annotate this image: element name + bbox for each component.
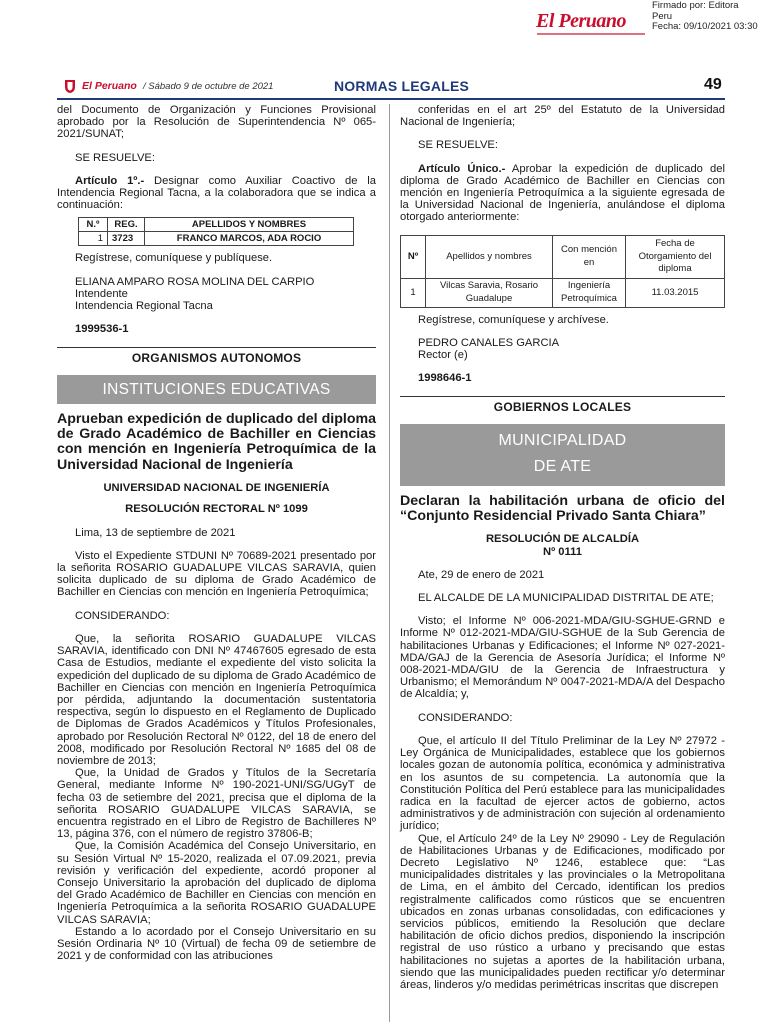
table-row [401,278,725,307]
table-header-row [79,218,354,232]
section-organismos: ORGANISMOS AUTONOMOS [57,347,376,368]
digital-signature [652,1,768,33]
institution-name: UNIVERSIDAD NACIONAL DE INGENIERÍA [103,482,330,495]
header-brand: El Peruano [82,80,137,92]
signer-role: Rector (e) [418,349,468,362]
signer-role: Intendente [75,287,128,300]
signature-line: Firmado por: Editora [652,0,739,11]
paragraph: Estando a lo acordado por el Consejo Universitario en su Sesión Ordinaria Nº 10 (Virtual) de fecha 09 de setiembre de 2021 y de conformidad con las atribuciones [57,925,376,963]
table-header-row [401,235,725,278]
considerando: CONSIDERANDO: [418,711,513,724]
article-text: Designar como Auxiliar Coactivo de la Intendencia Regional Tacna, a la colaboradora que se indica a continuación: [57,174,376,212]
considerando: CONSIDERANDO: [75,609,170,622]
band-line: MUNICIPALIDAD [498,431,627,449]
section-band-instituciones: INSTITUCIONES EDUCATIVAS [57,375,376,404]
section-band-municipalidad [400,424,725,486]
logo-underline [537,33,645,35]
resolution-title: RESOLUCIÓN DE ALCALDÍA [485,533,640,546]
header-divider [57,98,725,100]
paragraph: Que, el artículo II del Título Preliminar de la Ley Nº 27972 - Ley Orgánica de Municipalidades, establece que los gobiernos locales gozan de autonomía política, económica y administrativa en los asuntos de su competencia. La autonomía que la Constitución Política del Perú establece para las municipalidades radica en la facultad de ejercer actos de gobierno, actos administrativos y de administración con sujeción al ordenamiento jurídico; [400,734,725,833]
publication-code: 1998646-1 [418,372,472,385]
paragraph: Que, la señorita ROSARIO GUADALUPE VILCAS SARAVIA, identificado con DNI Nº 47467605 egresado de esta Casa de Estudios, mediante el expediente del visto solicita la expedición del duplicado de su diploma de Grado Académico de Bachiller en Ciencias con mención en Ingeniería Petroquímica por pérdida, adjuntando la documentación sustentatoria respectiva, según lo dispuesto en el Reglamento de Duplicado de Diplomas de Grados Académicos y Títulos Profesionales, aprobado por Resolución Rectoral Nº 0122, del 18 de enero del 2008, modificado por Resolución Rectoral Nº 1685 del 08 de noviembre de 2013; [57,632,376,767]
coat-of-arms-icon [62,78,78,94]
table-cell: FRANCO MARCOS, ADA ROCIO [145,232,354,246]
signer-name: ELIANA AMPARO ROSA MOLINA DEL CARPIO [75,275,315,288]
table-cell: 1 [79,232,108,246]
resolution-number: Nº 0111 [543,545,582,558]
paragraph: Que, la Unidad de Grados y Títulos de la Secretaría General, mediante Informe Nº 190-2021-UNI/SG/UGyT de fecha 03 de setiembre del 2021, precisa que el diploma de la señorita ROSARIO GUADALUPE VILCAS SARAVIA, se encuentra registrado en el Libro de Registro de Bachilleres Nº 13, página 376, con el número de registro 37806-B; [57,767,376,841]
visto: Visto; el Informe Nº 006-2021-MDA/GIU-SGHUE-GRND e Informe Nº 012-2021-MDA/GIU-SGHUE de la Sub Gerencia de habilitaciones Urbanas y Edificaciones; el Informe Nº 027-2021-MDA/GAJ de la Gerencia de Asesoría Jurídica; el Informe Nº 008-2021-MDA/GIU de la Gerencia de Infraestructura y Urbanismo; el Memorándum Nº 0047-2021-MDA/A del Despacho de Alcaldía; y, [400,615,725,701]
table-header: Fecha de Otorgamiento del diploma [626,235,725,278]
paragraph: Que, el Artículo 24º de la Ley Nº 29090 - Ley de Regulación de Habilitaciones Urbanas y de Edificaciones, modificado por Decreto Legislativo Nº 1246, establece que: “Las municipalidades distritales y las provinciales o la Metropolitana de Lima, en el ámbito del Cercado, identifican los predios registralmente calificados como rústicos que se encuentren ubicados en zonas urbanas consolidadas, con edificaciones y servicios públicos, emitiendo la Resolución que declare habilitación de oficio dichos predios, disponiendo la inscripción registral de uso rústico a urbano y precisando que estas habilitaciones no sujetas a aportes de la habilitación urbana, siendo que las municipalidades pueden rectificar y/o determinar áreas, linderos y/o medidas perimétricas inscritas que discrepen [400,832,725,991]
publication-code: 1999536-1 [75,323,129,336]
header-date: / Sábado 9 de octubre de 2021 [143,81,274,92]
article [400,163,725,224]
article [57,175,376,212]
table-header: Apellidos y nombres [426,235,553,278]
table-cell: 3723 [108,232,145,246]
place-date: Lima, 13 de septiembre de 2021 [75,526,236,539]
paragraph: Que, la Comisión Académica del Consejo Universitario, en su Sesión Virtual Nº 15-2020, realizada el 07.09.2021, previa revisión y verificación del expediente, acordó proponer al Consejo Universitario la aprobación del duplicado de diploma del Grado Académico de Bachiller en Ciencias con mención en Ingeniería Petroquímica a la señorita ROSARIO GUADALUPE VILCAS SARAVIA; [57,840,376,926]
band-line: DE ATE [533,457,592,475]
se-resuelve: SE RESUELVE: [75,151,155,164]
paragraph: del Documento de Organización y Funciones Provisional aprobado por la Resolución de Superintendencia Nº 065-2021/SUNAT; [57,104,376,141]
page-number: 49 [704,76,722,93]
section-title: NORMAS LEGALES [334,78,470,94]
column-divider [389,104,390,1022]
visto: Visto el Expediente STDUNI Nº 70689-2021 presentado por la señorita ROSARIO GUADALUPE VILCAS SARAVIA, quien solicita duplicado de su diploma de Grado Académico de Bachiller en Ciencias con mención en Ingeniería Petroquímica; [57,549,376,599]
table-cell: 11.03.2015 [626,278,725,307]
right-column [400,104,725,991]
table-row [79,232,354,246]
table-header: REG. [108,218,145,232]
signature-line: Fecha: 09/10/2021 03:30 [652,21,758,32]
left-column [57,104,376,962]
place-date: Ate, 29 de enero de 2021 [418,568,545,581]
section-gobiernos: GOBIERNOS LOCALES [400,396,725,417]
table-header: Con mención en [553,235,626,278]
alcalde: EL ALCALDE DE LA MUNICIPALIDAD DISTRITAL DE ATE; [418,592,714,605]
diploma-table [400,235,725,308]
appointment-table [78,217,354,246]
signature-line: Peru [652,10,673,22]
article-label: Artículo Único.- [418,162,506,175]
signer-name: PEDRO CANALES GARCIA [418,336,560,349]
resolution-number: RESOLUCIÓN RECTORAL Nº 1099 [125,503,308,516]
article-label: Artículo 1º.- [75,174,145,187]
table-cell: Vilcas Saravia, Rosario Guadalupe [426,278,553,307]
paragraph: conferidas en el art 25º del Estatuto de la Universidad Nacional de Ingeniería; [400,104,725,129]
table-header: APELLIDOS Y NOMBRES [145,218,354,232]
registrese: Regístrese, comuníquese y publíquese. [75,252,273,265]
headline: Aprueban expedición de duplicado del diploma de Grado Académico de Bachiller en Ciencias con mención en Ingeniería Petroquímica de la Universidad Nacional de Ingeniería [57,410,376,473]
article-text: Aprobar la expedición de duplicado del diploma de Grado Académico de Bachiller en Ciencias con mención en Ingeniería Petroquímica a la siguiente egresada de la Universidad Nacional de Ingeniería, anulándose el diploma otorgado anteriormente: [400,162,725,224]
table-cell: 1 [401,278,426,307]
table-header: Nº [401,235,426,278]
table-header: N.º [79,218,108,232]
registrese: Regístrese, comuníquese y archívese. [418,313,609,326]
table-cell: Ingeniería Petroquímica [553,278,626,307]
signer-office: Intendencia Regional Tacna [75,300,213,313]
se-resuelve: SE RESUELVE: [418,139,498,152]
headline: Declaran la habilitación urbana de oficio del “Conjunto Residencial Privado Santa Chiara” [400,492,725,525]
el-peruano-logo: El Peruano [536,10,627,32]
